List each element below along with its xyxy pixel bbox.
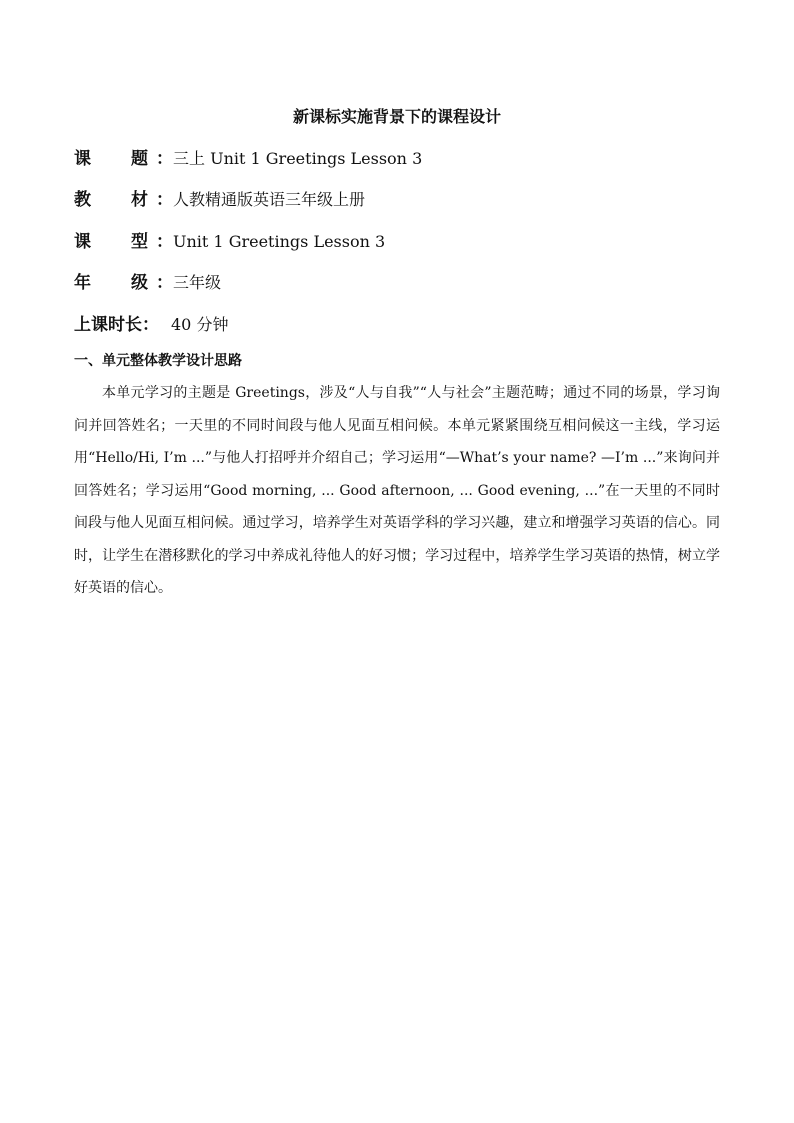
meta-value-topic: 三上 Unit 1 Greetings Lesson 3	[173, 149, 423, 168]
meta-label-char: 题	[131, 149, 148, 169]
meta-label-char: 课	[74, 232, 91, 252]
document-title: 新课标实施背景下的课程设计	[292, 107, 501, 126]
meta-label-char: 级	[131, 273, 148, 293]
meta-row-textbook	[74, 188, 365, 212]
meta-colon: ：	[156, 232, 173, 252]
meta-row-grade	[74, 271, 221, 295]
meta-label-char: 教	[74, 190, 91, 210]
meta-colon: ：	[142, 315, 159, 335]
meta-label-char: 型	[131, 232, 148, 252]
meta-label-duration: 上课时长	[74, 315, 142, 335]
meta-value-duration: 40 分钟	[171, 315, 229, 334]
section-paragraph: 本单元学习的主题是 Greetings，涉及“人与自我”“人与社会”主题范畴；通过不同的场景，学习询问并回答姓名；一天里的不同时间段与他人见面互相问候。本单元紧紧围绕互相问候这一主线，学习运用“Hello/Hi, I’m ...”与他人打招呼并介绍自己；学习运用“—What’s your name? —I’m ...”来询问并回答姓名；学习运用“Good morning, ... Good afternoon, ... Good evening, ...”在一天里的不同时间段与他人见面互相问候。通过学习，培养学生对英语学科的学习兴趣，建立和增强学习英语的信心。同时，让学生在潜移默化的学习中养成礼待他人的好习惯；学习过程中，培养学生学习英语的热情，树立学好英语的信心。	[74, 385, 720, 596]
meta-row-lesson-type	[74, 230, 385, 254]
meta-label-textbook	[74, 188, 156, 212]
meta-label-lesson-type	[74, 230, 156, 254]
meta-label-grade	[74, 271, 156, 295]
meta-value-grade: 三年级	[173, 273, 222, 292]
meta-value-textbook: 人教精通版英语三年级上册	[173, 190, 366, 209]
meta-label-char: 年	[74, 273, 91, 293]
meta-colon: ：	[156, 273, 173, 293]
meta-label-char: 材	[131, 190, 148, 210]
meta-colon: ：	[156, 149, 173, 169]
meta-label-char: 课	[74, 149, 91, 169]
meta-row-duration	[74, 313, 228, 337]
meta-value-lesson-type: Unit 1 Greetings Lesson 3	[173, 232, 386, 251]
meta-row-topic	[74, 147, 422, 171]
meta-colon: ：	[156, 190, 173, 210]
meta-label-topic	[74, 147, 156, 171]
section-heading: 一、单元整体教学设计思路	[74, 353, 242, 369]
